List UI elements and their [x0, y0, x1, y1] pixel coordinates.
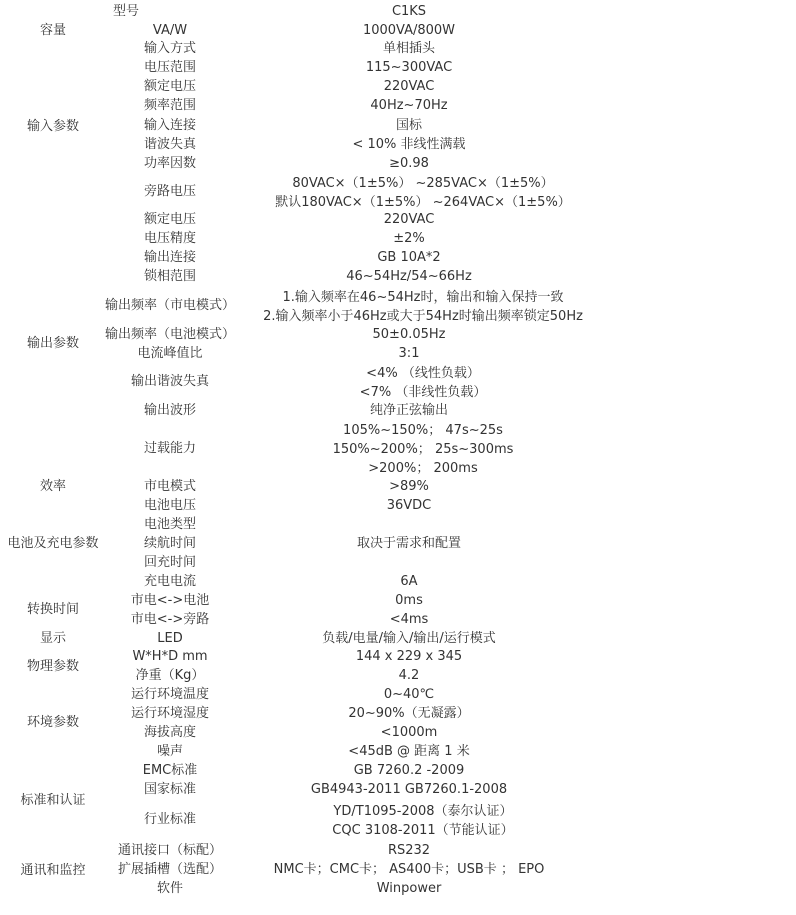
param-label: 输出波形 [143, 403, 197, 418]
param-label: 电流峰值比 [137, 346, 203, 361]
param-label: 旁路电压 [143, 184, 197, 199]
param-value: 1000VA/800W [362, 23, 456, 38]
param-value-line: 2.输入频率小于46Hz或大于54Hz时输出频率锁定50Hz [263, 308, 583, 324]
param-label: 扩展插槽（选配） [117, 862, 223, 877]
group-label-standard-group: 标准和认证 [20, 793, 86, 808]
param-value-line: CQC 3108-2011（节能认证） [332, 822, 514, 838]
param-value: 负载/电量/输入/输出/运行模式 [322, 631, 496, 646]
param-label: 行业标准 [143, 812, 197, 827]
param-value: ±2% [393, 231, 425, 246]
group-label-output-group: 输出参数 [26, 336, 80, 351]
param-label: 充电电流 [143, 574, 197, 589]
param-value: < 10% 非线性满载 [352, 137, 466, 152]
param-value: 115~300VAC [365, 60, 453, 75]
group-label-transfer-group: 转换时间 [26, 602, 80, 617]
param-label: 通讯接口（标配） [117, 843, 223, 858]
param-label: 输入方式 [143, 41, 197, 56]
param-value-line: 105%~150%； 47s~25s [343, 422, 503, 438]
param-label: 电池电压 [143, 498, 197, 513]
param-value: ≥0.98 [389, 156, 429, 171]
param-label: 净重（Kg） [135, 668, 205, 683]
param-value: 取决于需求和配置 [356, 536, 462, 551]
param-label: 国家标准 [143, 782, 197, 797]
param-label: 市电模式 [143, 479, 197, 494]
group-label-env-group: 环境参数 [26, 715, 80, 730]
param-label: 电压精度 [143, 231, 197, 246]
param-label: 运行环境温度 [130, 687, 210, 702]
param-label: 软件 [156, 881, 184, 896]
param-value: 纯净正弦输出 [369, 403, 449, 418]
param-value-multiline [333, 421, 514, 478]
param-value: 4.2 [398, 668, 420, 683]
param-label: 额定电压 [143, 79, 197, 94]
param-value: 单相插头 [382, 41, 436, 56]
param-value-line: <4% （线性负载） [366, 365, 480, 381]
param-value: 0ms [395, 593, 423, 608]
param-label: 电池类型 [143, 517, 197, 532]
param-label: 输出谐波失真 [130, 374, 210, 389]
param-label: VA/W [152, 23, 188, 38]
param-value: <1000m [380, 725, 438, 740]
group-label-efficiency-group: 效率 [39, 479, 67, 494]
param-label: W*H*D mm [132, 649, 208, 664]
group-label-physical-group: 物理参数 [26, 659, 80, 674]
param-value: 20~90%（无凝露） [348, 706, 470, 721]
param-value: <45dB @ 距离 1 米 [348, 744, 470, 759]
param-label: 市电<->电池 [130, 593, 210, 608]
param-label: 频率范围 [143, 98, 197, 113]
param-value: 40Hz~70Hz [370, 98, 448, 113]
param-value-line: 1.输入频率在46~54Hz时，输出和输入保持一致 [282, 289, 564, 305]
param-label: 功率因数 [143, 156, 197, 171]
param-value-line: 80VAC×（1±5%） ~285VAC×（1±5%） [292, 175, 554, 191]
param-value: 46~54Hz/54~66Hz [346, 269, 472, 284]
param-value-line: <7% （非线性负载） [359, 384, 487, 400]
group-label-capacity-group: 容量 [39, 23, 67, 38]
param-value-multiline [360, 364, 487, 402]
model-label: 型号 [112, 4, 140, 19]
param-label: 过载能力 [143, 441, 197, 456]
param-label: 海拔高度 [143, 725, 197, 740]
param-value: 220VAC [383, 212, 435, 227]
param-label: 续航时间 [143, 536, 197, 551]
param-value-line: 默认180VAC×（1±5%） ~264VAC×（1±5%） [275, 194, 571, 210]
param-value: 50±0.05Hz [372, 327, 446, 342]
param-value: 国标 [395, 118, 423, 133]
param-label: 输入连接 [143, 118, 197, 133]
param-label: 输出频率（市电模式） [104, 298, 236, 313]
param-value: 0~40℃ [383, 687, 435, 702]
group-label-battery-group: 电池及充电参数 [7, 536, 99, 551]
param-label: 输出连接 [143, 250, 197, 265]
param-value: <4ms [389, 612, 429, 627]
param-label: 额定电压 [143, 212, 197, 227]
param-label: LED [157, 631, 183, 646]
param-label: 市电<->旁路 [130, 612, 210, 627]
param-value: Winpower [376, 881, 442, 896]
param-label: 噪声 [156, 744, 184, 759]
param-value-line: >200%； 200ms [368, 460, 478, 476]
param-label: 运行环境湿度 [130, 706, 210, 721]
param-value: NMC卡；CMC卡； AS400卡；USB卡 ； EPO [273, 862, 545, 877]
param-label: 电压范围 [143, 60, 197, 75]
param-value: RS232 [387, 843, 431, 858]
param-value: 3:1 [398, 346, 420, 361]
group-label-comm-group: 通讯和监控 [20, 863, 86, 878]
param-value-multiline [263, 288, 583, 326]
group-label-display-group: 显示 [39, 631, 67, 646]
param-value: >89% [389, 479, 429, 494]
param-value-line: 150%~200%； 25s~300ms [332, 441, 514, 457]
param-value-line: YD/T1095-2008（泰尔认证） [333, 803, 513, 819]
param-value: 6A [400, 574, 418, 589]
param-label: EMC标准 [142, 763, 198, 778]
param-label: 谐波失真 [143, 137, 197, 152]
param-value: GB4943-2011 GB7260.1-2008 [310, 782, 508, 797]
group-label-input-group: 输入参数 [26, 119, 80, 134]
param-label: 回充时间 [143, 555, 197, 570]
param-value: GB 10A*2 [377, 250, 441, 265]
param-value: 144 x 229 x 345 [355, 649, 463, 664]
model-value: C1KS [391, 4, 427, 19]
param-value-multiline [332, 802, 513, 840]
param-label: 输出频率（电池模式） [104, 327, 236, 342]
param-value: 36VDC [386, 498, 432, 513]
param-value-multiline [275, 174, 571, 212]
param-label: 锁相范围 [143, 269, 197, 284]
param-value: 220VAC [383, 79, 435, 94]
param-value: GB 7260.2 -2009 [353, 763, 465, 778]
